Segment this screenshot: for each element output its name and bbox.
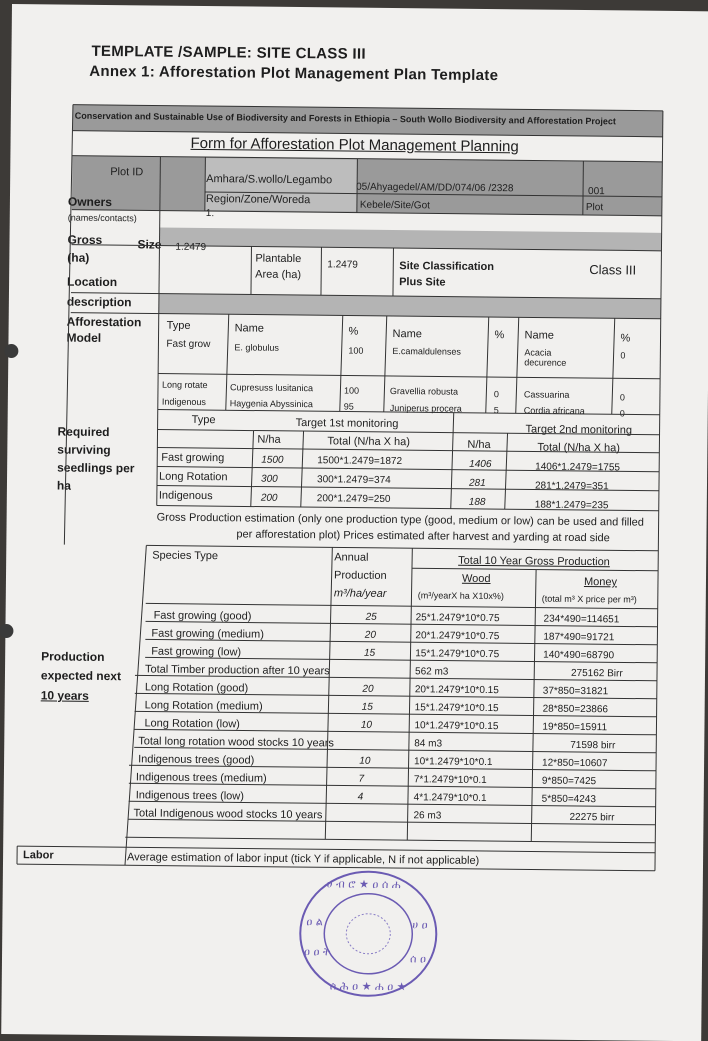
production-row-cell: 71598 birr (570, 740, 615, 751)
seedling-row3-total2: 188*1.2479=235 (535, 500, 609, 512)
total-production-header: Total 10 Year Gross Production (458, 555, 610, 569)
money-unit: (total m³ X price per m³) (542, 594, 637, 605)
plot-id-label: Plot ID (110, 166, 143, 178)
production-row-cell: 25*1.2479*10*0.75 (416, 612, 500, 624)
production-row-cell: Total Timber production after 10 years (145, 663, 330, 677)
owners-label: Owners (68, 195, 112, 209)
production-row-cell: Fast growing (low) (151, 645, 241, 658)
production-row-cell: Long Rotation (low) (144, 717, 240, 730)
production-row-cell: 15 (362, 702, 373, 713)
model-row2-name3: Cassuarina (524, 389, 570, 399)
production-row-cell: 10 (361, 720, 372, 731)
production-row-cell: 22275 birr (569, 812, 614, 823)
model-row1-name3: Acacia decurence (524, 347, 594, 368)
species-type-header: Species Type (152, 549, 218, 562)
form-title: Form for Afforestation Plot Management Planning (190, 135, 518, 155)
seedling-row1-total2: 1406*1.2479=1755 (535, 462, 620, 474)
model-header-name1: Name (235, 322, 264, 334)
model-label-2: Model (66, 331, 101, 345)
document-page (1, 4, 708, 1041)
seedling-row2-nha: 300 (261, 474, 278, 485)
model-row3-pct2: 5 (494, 405, 499, 415)
svg-text:ዐ ል: ዐ ል (306, 915, 323, 928)
svg-text:ሀ ዐ: ሀ ዐ (412, 918, 427, 931)
model-row3-name1: Haygenia Abyssinica (230, 398, 313, 409)
production-row-cell: 26 m3 (413, 810, 441, 821)
model-row3-type: Indigenous (162, 397, 206, 407)
model-row1-name1: E. globulus (234, 342, 279, 352)
production-row-cell: 84 m3 (414, 738, 442, 749)
seedling-row2-total: 300*1.2479=374 (317, 474, 391, 486)
model-header-name3: Name (524, 329, 553, 341)
production-note-2: per afforestation plot) Prices estimated after harvest and yarding at road side (236, 528, 609, 544)
production-row-cell: 9*850=7425 (542, 776, 596, 788)
model-header-pct3: % (620, 332, 630, 344)
class-value: Class III (589, 262, 636, 277)
production-row-cell: Total Indigenous wood stocks 10 years (133, 807, 322, 821)
target1-header: Target 1st monitoring (296, 417, 399, 430)
plus-site: Plus Site (399, 276, 446, 288)
seedlings-label-4: ha (57, 478, 71, 492)
model-row2-pct1: 100 (344, 385, 359, 395)
plantable-value: 1.2479 (327, 259, 358, 270)
area-label: Area (ha) (255, 269, 301, 281)
target2-header: Target 2nd monitoring (526, 423, 633, 436)
annual-header: Annual (334, 551, 368, 563)
model-row1-type: Fast grow (166, 339, 210, 350)
model-header-pct2: % (494, 329, 504, 341)
production-row-cell: 10*1.2479*10*0.1 (414, 756, 493, 768)
production-row-cell: Indigenous trees (low) (136, 789, 244, 802)
binder-hole (4, 344, 18, 358)
model-header-type: Type (167, 320, 191, 332)
plot-number: 001 (588, 186, 605, 197)
production-note-1: Gross Production estimation (only one production type (good, medium or low) can be used and filled (157, 512, 644, 529)
model-row2-name1: Cupresuss lusitanica (230, 382, 313, 393)
model-row3-pct1: 95 (344, 401, 354, 411)
model-row2-type: Long rotate (162, 380, 208, 390)
model-row3-name3: Cordia africana (524, 405, 585, 416)
money-header: Money (584, 576, 617, 588)
wood-unit: (m³/yearX ha X10x%) (418, 590, 504, 601)
region-value: Amhara/S.wollo/Legambo (206, 173, 332, 186)
production-row-cell: 37*850=31821 (543, 686, 608, 698)
production-row-cell: 234*490=114651 (544, 614, 620, 626)
production-header: Production (334, 569, 387, 582)
production-row-cell: 15*1.2479*10*0.15 (415, 702, 499, 714)
production-label-1: Production (41, 649, 104, 664)
seedling-row1-type: Fast growing (161, 452, 224, 465)
production-row-cell: 562 m3 (415, 666, 448, 677)
nha-header-2: N/ha (467, 439, 490, 451)
production-row-cell: 5*850=4243 (542, 794, 596, 806)
seedling-row3-total: 200*1.2479=250 (317, 493, 391, 505)
description-label: description (67, 295, 132, 310)
production-row-cell: 15*1.2479*10*0.75 (415, 648, 499, 660)
plantable-label: Plantable (255, 253, 301, 265)
production-row-cell: 20 (362, 684, 373, 695)
owners-value: 1. (206, 208, 214, 219)
production-row-cell: Indigenous trees (good) (138, 753, 254, 766)
production-row-cell: 7 (358, 774, 364, 785)
production-label-2: expected next (41, 668, 121, 683)
seedling-row2-nha2: 281 (469, 478, 486, 489)
model-row2-name2: Gravellia robusta (390, 386, 458, 397)
production-row-cell: 20 (365, 630, 376, 641)
site-class-label: Site Classification (399, 260, 494, 273)
svg-text:ዐ ዐ ት: ዐ ዐ ት (304, 945, 331, 958)
model-row2-pct3: 0 (620, 392, 625, 402)
size-label: Size (137, 237, 161, 251)
seedling-row3-type: Indigenous (159, 490, 213, 503)
total-header-2: Total (N/ha X ha) (537, 442, 620, 455)
gross-value: 1.2479 (175, 242, 206, 253)
seedlings-label-3: seedlings per (57, 460, 135, 475)
model-header-pct1: % (349, 326, 359, 338)
seedling-row3-nha2: 188 (469, 497, 486, 508)
project-text: Conservation and Sustainable Use of Biodiversity and Forests in Ethiopia – South Wollo Biodiversity and Afforestation Project (75, 111, 616, 127)
svg-text:ሀ ብ ሮ ★ ዐ ሰ ሐ: ሀ ብ ሮ ★ ዐ ሰ ሐ (327, 877, 401, 891)
model-row3-name2: Juniperus procera (390, 403, 462, 414)
production-row-cell: 4 (358, 792, 364, 803)
location-label: Location (67, 275, 117, 290)
model-label-1: Afforestation (67, 315, 142, 330)
plot-label: Plot (586, 202, 603, 213)
region-label: Region/Zone/Woreda (206, 193, 310, 206)
nha-header-1: N/ha (257, 434, 280, 446)
production-row-cell: Indigenous trees (medium) (136, 771, 267, 784)
total-header-1: Total (N/ha X ha) (327, 435, 410, 448)
official-stamp (290, 865, 451, 1007)
production-row-cell: Long Rotation (good) (145, 681, 248, 694)
production-row-cell: 10*1.2479*10*0.15 (414, 720, 498, 732)
production-row-cell: Long Rotation (medium) (145, 699, 263, 712)
model-row2-pct2: 0 (494, 389, 499, 399)
seedling-row1-nha2: 1406 (469, 459, 491, 470)
code-value: 05/Ahyagedel/AM/DD/074/06 /2328 (356, 182, 513, 195)
production-row-cell: 28*850=23866 (543, 704, 608, 716)
seedling-row3-nha: 200 (261, 493, 278, 504)
svg-text:ሰ ሕ ዐ ★ ሐ ዐ ★: ሰ ሕ ዐ ★ ሐ ዐ ★ (330, 979, 407, 993)
model-row3-pct3: 0 (620, 408, 625, 418)
ha-label: (ha) (67, 251, 89, 265)
wood-header: Wood (462, 573, 491, 585)
labor-label: Labor (23, 849, 54, 861)
seedling-row1-nha: 1500 (261, 455, 283, 466)
production-row-cell: 275162 Birr (571, 668, 623, 680)
seedling-row1-total: 1500*1.2479=1872 (317, 455, 402, 467)
production-row-cell: 7*1.2479*10*0.1 (414, 774, 487, 786)
model-row1-name2: E.camaldulenses (392, 346, 461, 357)
production-row-cell: 140*490=68790 (543, 650, 614, 662)
production-row-cell: 187*490=91721 (543, 632, 614, 644)
svg-text:ሰ ዐ: ሰ ዐ (410, 952, 426, 965)
production-row-cell: 12*850=10607 (542, 758, 607, 770)
model-row1-pct1: 100 (348, 346, 363, 356)
labor-text: Average estimation of labor input (tick Y if applicable, N if not applicable) (127, 851, 479, 867)
production-row-cell: 19*850=15911 (542, 722, 607, 734)
owners-sub: (names/contacts) (68, 213, 137, 224)
production-row-cell: Total long rotation wood stocks 10 years (138, 735, 334, 749)
seedlings-label-2: surviving (57, 442, 111, 457)
production-row-cell: 10 (359, 756, 370, 767)
template-title: TEMPLATE /SAMPLE: SITE CLASS III (91, 43, 366, 63)
model-header-name2: Name (393, 328, 422, 340)
annex-title: Annex 1: Afforestation Plot Management Plan Template (89, 63, 498, 84)
unit-header: m³/ha/year (334, 587, 387, 600)
seedlings-type-header: Type (192, 414, 216, 426)
model-row1-pct3: 0 (620, 350, 625, 360)
seedling-row2-total2: 281*1.2479=351 (535, 481, 609, 493)
production-label-3: 10 years (41, 688, 89, 703)
kebele-label: Kebele/Site/Got (360, 200, 430, 212)
production-row-cell: 20*1.2479*10*0.75 (415, 630, 499, 642)
seedlings-label-1: Required (57, 425, 109, 440)
seedling-row2-type: Long Rotation (159, 471, 228, 484)
production-row-cell: 25 (366, 612, 377, 623)
production-row-cell: Fast growing (medium) (151, 627, 264, 640)
production-row-cell: 20*1.2479*10*0.15 (415, 684, 499, 696)
gross-label: Gross (67, 233, 102, 247)
production-row-cell: 15 (364, 648, 375, 659)
production-row-cell: Fast growing (good) (154, 610, 252, 623)
production-row-cell: 4*1.2479*10*0.1 (414, 792, 487, 804)
